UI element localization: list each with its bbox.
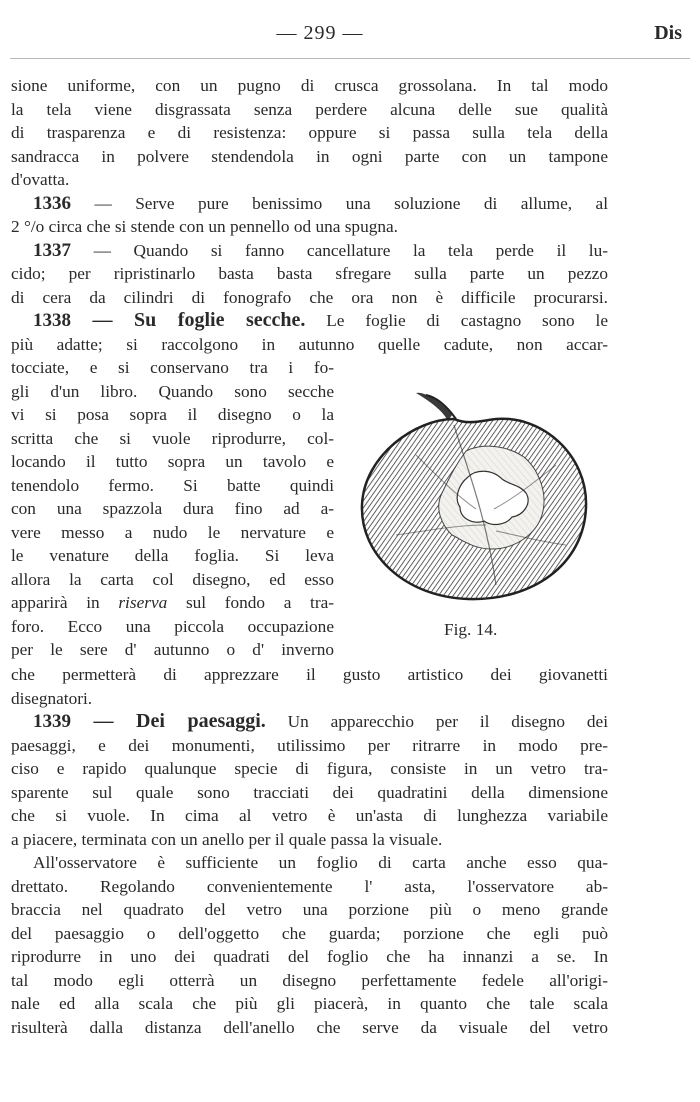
text-block-top	[11, 74, 608, 356]
text-line: gli d'un libro. Quando sono secche	[11, 381, 334, 401]
paragraph-number: 1339	[33, 711, 71, 732]
text-line: sparente sul quale sono tracciati dei quadratini della dimensione	[11, 782, 608, 802]
text-line: paesaggi, e dei monumenti, utilissimo per ritrarre in modo pre-	[11, 735, 608, 755]
text-line: ciso e rapido qualunque specie di figura, consiste in un vetro tra-	[11, 759, 608, 778]
paragraph-number: 1336	[33, 192, 71, 214]
paragraph-observer-line: All'osservatore è sufficiente un foglio di carta anche esso qua-	[33, 853, 608, 872]
text-line: foro. Ecco una piccola occupazione	[11, 616, 334, 636]
leaf-with-stencil-icon	[356, 385, 590, 607]
text-block-wrap	[11, 356, 334, 662]
header-rule	[10, 58, 690, 59]
text-line: tocciate, e si conservano tra i fo-	[11, 358, 334, 377]
text-line: disegnatori.	[11, 688, 93, 708]
text-line: sione uniforme, con un pugno di crusca grossolana. In tal modo	[11, 76, 608, 95]
text-line: scritta che si vuole riprodurre, col-	[11, 428, 334, 448]
paragraph-1338-line: 1338 — Su foglie secche. Le foglie di castagno sono le	[33, 309, 609, 331]
leaf-illustration	[356, 385, 590, 607]
paragraph-1337-line: 1337 — Quando si fanno cancellature la tela perde il lu-	[33, 239, 608, 261]
text-line: le venature della foglia. Si leva	[11, 546, 334, 565]
section-heading: — Su foglie secche.	[71, 309, 306, 331]
text-line: di cera da cilindri di fonografo che ora non è difficile procurarsi.	[11, 287, 608, 307]
text-line: sandracca in polvere stendendola in ogni parte con un tampone	[11, 146, 608, 166]
paragraph-1336-line: 1336 — Serve pure benissimo una soluzione di allume, al	[33, 192, 608, 214]
figure-caption: Fig. 14.	[444, 620, 498, 639]
text-line: apparirà in riserva sul fondo a tra-	[11, 593, 334, 612]
text-line: d'ovatta.	[11, 170, 70, 189]
text-line: tal modo egli otterrà un disegno perfettamente fedele all'origi-	[11, 970, 608, 990]
paragraph-number: 1337	[33, 239, 71, 261]
text-line: del paesaggio o dell'oggetto che guarda; porzione che egli può	[11, 923, 608, 943]
text-line: più adatte; si raccolgono in autunno quelle cadute, non accar-	[11, 334, 608, 354]
paragraph-1339-line: 1339 — Dei paesaggi. Un apparecchio per il disegno dei	[33, 710, 608, 732]
text-line: nale ed alla scala che più gli piacerà, in quanto che tale scala	[11, 994, 608, 1013]
text-line: riprodurre in uno dei quadrati del foglio che ha innanzi a se. In	[11, 947, 608, 966]
text-line: locando il tutto sopra un tavolo e	[11, 452, 334, 471]
text-line: vere messo a nudo le nervature e	[11, 522, 334, 542]
text-line: risulterà dalla distanza dell'anello che serve da visuale del vetro	[11, 1017, 608, 1037]
text-line: braccia nel quadrato del vetro una porzione più o meno grande	[11, 900, 608, 919]
section-heading: — Dei paesaggi.	[71, 710, 266, 732]
text-line: di trasparenza e di resistenza: oppure si passa sulla tela della	[11, 123, 608, 142]
text-line: che si vuole. In cima al vetro è un'asta di lunghezza variabile	[11, 806, 608, 825]
text-line: con una spazzola dura fino ad a-	[11, 499, 334, 518]
text-line: tenendolo fermo. Si batte quindi	[11, 475, 334, 495]
text-line: la tela viene disgrassata senza perdere alcuna delle sue qualità	[11, 99, 608, 119]
text-line: 2 °/o circa che si stende con un pennello od una spugna.	[11, 217, 398, 236]
page-number: — 299 —	[276, 22, 364, 44]
text-line: drettato. Regolando convenientemente l' asta, l'osservatore ab-	[11, 876, 608, 896]
text-line: allora la carta col disegno, ed esso	[11, 569, 334, 589]
page-header	[10, 22, 690, 52]
text-line: che permetterà di apprezzare il gusto artistico dei giovanetti	[11, 665, 608, 684]
running-head: Dis	[654, 22, 682, 44]
text-block-bottom	[11, 663, 608, 1039]
italic-term: riserva	[118, 593, 168, 612]
text-line: a piacere, terminata con un anello per il quale passa la visuale.	[11, 829, 443, 849]
text-line: cido; per ripristinarlo basta basta sfregare sulla parte un pezzo	[11, 264, 608, 283]
text-line: vi si posa sopra il disegno o la	[11, 405, 334, 424]
text-line: per le sere d' autunno o d' inverno	[11, 640, 334, 659]
paragraph-number: 1338	[33, 310, 71, 331]
